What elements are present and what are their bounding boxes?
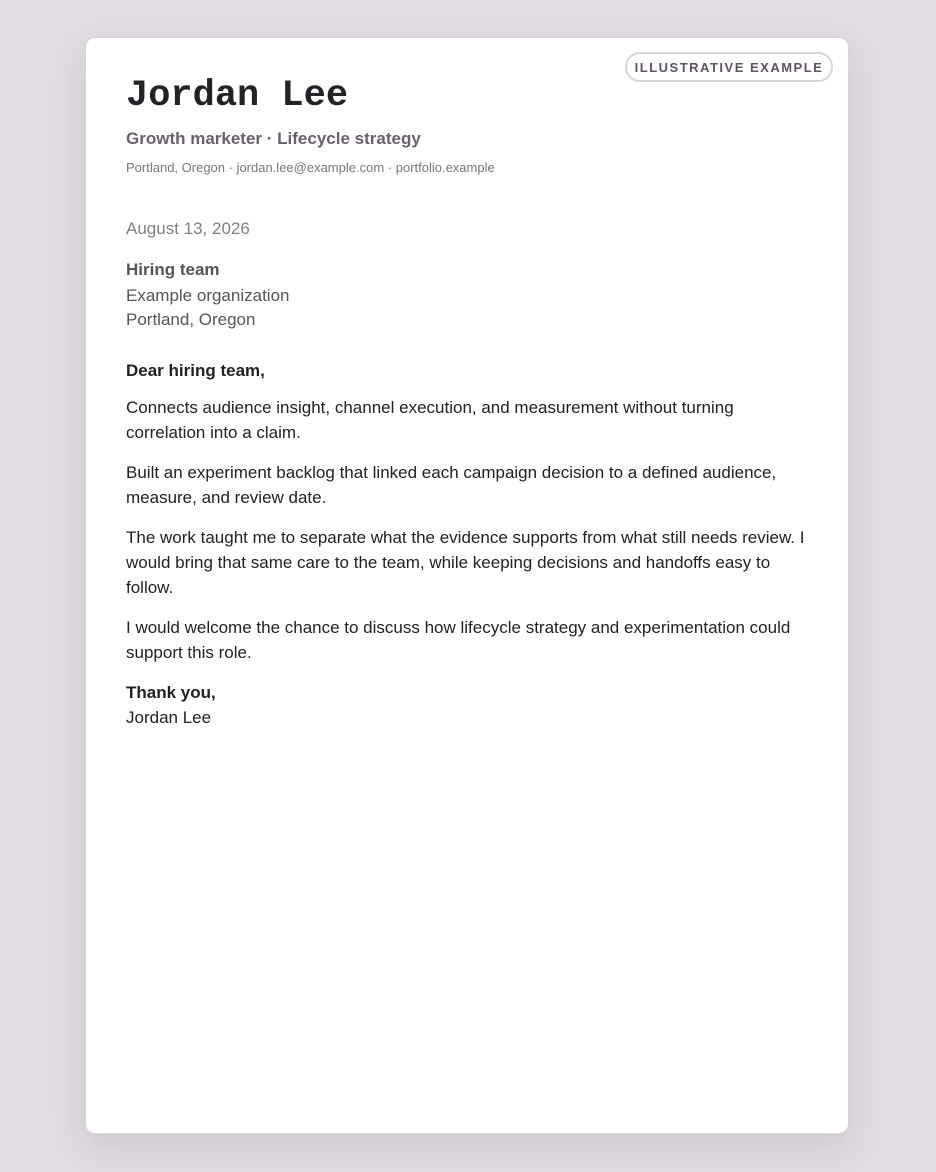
letter-greeting: Dear hiring team, [126,361,265,380]
letter-paragraph: Connects audience insight, channel execution, and measurement without turning correlation into a claim. [126,398,734,442]
letter-closing: Thank you, [126,683,216,702]
sender-tagline: Growth marketer · Lifecycle strategy [126,129,421,148]
letter-paragraph: I would welcome the chance to discuss how lifecycle strategy and experimentation could support this role. [126,618,791,662]
letter-page [85,37,849,1134]
recipient-organization: Example organization [126,286,290,305]
sender-name: Jordan Lee [126,75,349,117]
letter-date: August 13, 2026 [126,219,250,238]
recipient-name: Hiring team [126,260,220,279]
example-badge: ILLUSTRATIVE EXAMPLE [625,52,833,82]
letter-signature: Jordan Lee [126,708,212,727]
recipient-block [126,258,726,332]
sender-contact: Portland, Oregon · jordan.lee@example.com · portfolio.example [126,160,495,175]
recipient-location: Portland, Oregon [126,310,256,329]
letter-paragraph: The work taught me to separate what the evidence supports from what still needs review. I would bring that same care to the team, while keeping decisions and handoffs easy to follow. [126,528,805,597]
letter-body [126,358,814,730]
letter-paragraph: Built an experiment backlog that linked each campaign decision to a defined audience, measure, and review date. [126,463,777,507]
